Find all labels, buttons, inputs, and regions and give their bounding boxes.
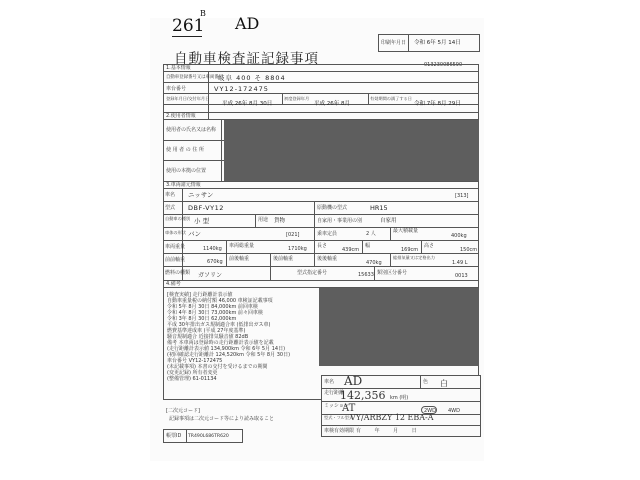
qr-note: 記録事項は二次元コード等により読み取ること bbox=[169, 416, 275, 422]
divider bbox=[163, 253, 479, 254]
divider bbox=[368, 93, 369, 104]
fr-axle-label: 前後軸重 bbox=[229, 256, 250, 262]
divider bbox=[255, 214, 256, 227]
section-1-title: 1.基本情報 bbox=[166, 65, 191, 71]
reg-number-label: 自動車登録番号又は車両番号 bbox=[166, 75, 224, 80]
divider bbox=[163, 266, 479, 267]
card-odometer-value: 142,356 bbox=[340, 389, 386, 402]
divider bbox=[226, 253, 227, 266]
divider bbox=[314, 253, 315, 266]
document-title: 自動車検査証記録事項 bbox=[174, 51, 319, 67]
load-label: 最大積載量 bbox=[393, 228, 419, 234]
divider bbox=[163, 201, 479, 202]
divider bbox=[221, 119, 222, 182]
section-4-title: 4.備考 bbox=[166, 281, 181, 287]
weight-value: 1140kg bbox=[203, 246, 222, 252]
purpose-value: 自家用 bbox=[380, 218, 397, 224]
user-address-label: 使 用 者 の 住 所 bbox=[166, 147, 204, 153]
section-3-title: 3.車両諸元情報 bbox=[166, 182, 201, 188]
category-label: 類別区分番号 bbox=[377, 270, 408, 276]
redacted-notes bbox=[319, 288, 479, 366]
divider bbox=[282, 93, 283, 104]
reg-date-value: 平成 26年 8月 30日 bbox=[222, 101, 273, 107]
model-label: 型式 bbox=[165, 205, 176, 211]
id-label: 帳票ID bbox=[166, 433, 182, 439]
ff-axle-value: 670kg bbox=[207, 259, 223, 265]
type-no-label: 型式指定番号 bbox=[297, 270, 328, 276]
height-label: 高さ bbox=[424, 243, 435, 249]
use-value: 貨物 bbox=[274, 218, 286, 224]
maker-value: ニッサン bbox=[188, 191, 214, 199]
rr-axle-value: 470kg bbox=[366, 260, 382, 266]
printed-date: 令和 6年 5月 14日 bbox=[414, 40, 461, 46]
drive-option-4wd[interactable]: 4WD bbox=[448, 408, 460, 414]
divider bbox=[362, 240, 363, 253]
body-label: 車体の形状 bbox=[165, 230, 186, 235]
card-odometer-label: 走行距離 bbox=[324, 390, 345, 396]
width-label: 幅 bbox=[365, 243, 371, 249]
drive-option-2wd[interactable]: 2WD bbox=[424, 408, 436, 414]
handwritten-number: 261 bbox=[172, 16, 205, 36]
engine-value: HR15 bbox=[370, 204, 388, 212]
divider bbox=[226, 240, 227, 253]
displacement-value: 1.49 L bbox=[452, 260, 468, 266]
reg-number-value: 岐阜 400 そ 8804 bbox=[218, 74, 286, 82]
divider bbox=[270, 253, 271, 266]
notes-line: 車台番号 VY12-172475 bbox=[167, 358, 223, 364]
divider bbox=[163, 214, 479, 215]
divider bbox=[163, 240, 479, 241]
divider bbox=[186, 429, 187, 443]
divider bbox=[321, 425, 481, 426]
ff-axle-label: 前前軸重 bbox=[165, 257, 186, 263]
height-value: 150cm bbox=[460, 247, 478, 253]
gross-label: 車両総重量 bbox=[229, 243, 255, 249]
user-base-label: 使用の本拠の位置 bbox=[166, 168, 207, 174]
notes-line: (走行距離計表示値 134,900km 令和 6年 5月 14日) bbox=[167, 346, 286, 352]
length-value: 439cm bbox=[342, 247, 360, 253]
chassis-label: 車台番号 bbox=[166, 86, 187, 92]
notes-line: 平成 30年排出ガス規制適合車 (低排出ガス車) bbox=[167, 322, 271, 328]
length-label: 長さ bbox=[317, 243, 328, 249]
user-name-label: 使用者の氏名又は名称 bbox=[166, 127, 217, 133]
doc-number: 013230086590 bbox=[424, 62, 463, 68]
notes-line: 令和 4年 8月 30日 73,000km 前々回車検 bbox=[167, 310, 263, 316]
notes-line: 備考 本車両は登録時の走行距離計表示値を記載 bbox=[167, 340, 274, 346]
chassis-value: VY12-172475 bbox=[214, 85, 269, 93]
purpose-label: 自家用・事業用の別 bbox=[317, 218, 363, 224]
divider bbox=[390, 227, 391, 240]
redacted-user-info bbox=[224, 120, 479, 182]
engine-label: 原動機の型式 bbox=[317, 205, 348, 211]
divider bbox=[163, 93, 479, 94]
divider bbox=[314, 214, 315, 227]
fuel-value: ガソリン bbox=[198, 272, 223, 279]
class-label: 自動車の種別 bbox=[165, 216, 191, 221]
divider bbox=[421, 240, 422, 253]
capacity-value: 2 人 bbox=[366, 231, 376, 237]
model-value: DBF-VY12 bbox=[188, 204, 224, 212]
printed-date-divider bbox=[408, 34, 409, 52]
fuel-label: 燃料の種類 bbox=[165, 270, 191, 276]
card-odometer-unit: km (明) bbox=[390, 395, 409, 401]
category-value: 0013 bbox=[455, 273, 468, 279]
notes-lines bbox=[167, 292, 317, 382]
notes-line: 騒音規制適合 近接排気騒音値 82dB bbox=[167, 334, 249, 340]
body-value: バン bbox=[188, 230, 201, 238]
notes-line: 令和 3年 8月 30日 62,000km bbox=[167, 316, 237, 322]
card-name-value: AD bbox=[344, 374, 363, 388]
card-transmission-value: AT bbox=[342, 403, 356, 414]
divider bbox=[314, 227, 315, 240]
expiry-label: 有効期間の満了する日 bbox=[370, 96, 412, 101]
card-color-label: 色 bbox=[423, 379, 429, 385]
divider bbox=[314, 240, 315, 253]
handwritten-underline bbox=[172, 36, 202, 37]
capacity-label: 乗車定員 bbox=[317, 231, 338, 237]
card-model-label: 型式・フル型式 bbox=[324, 415, 354, 420]
rr-axle-label: 後後軸重 bbox=[317, 256, 338, 262]
divider bbox=[163, 188, 479, 189]
card-inspection-label: 車検有効期限 bbox=[324, 428, 355, 434]
card-transmission-label: ミッション bbox=[324, 403, 349, 409]
qr-label: [二次元コード] bbox=[166, 408, 200, 414]
notes-line: [検査実績] 走行距離計表示値 bbox=[167, 292, 233, 298]
weight-label: 車両重量 bbox=[165, 244, 186, 250]
reg-date-label: 登録年月日/交付年月日 bbox=[166, 96, 210, 101]
gross-value: 1710kg bbox=[288, 246, 307, 252]
divider bbox=[163, 71, 479, 72]
notes-line: (初回確認走行距離計 124,520km 令和 5年 8月 30日) bbox=[167, 352, 291, 358]
divider bbox=[163, 227, 479, 228]
body-code: [021] bbox=[286, 232, 300, 238]
card-inspection-value: 有 年 月 日 bbox=[356, 428, 423, 434]
divider bbox=[270, 266, 271, 281]
load-value: 400kg bbox=[451, 233, 467, 239]
notes-line: (整備管理) 61-01134 bbox=[167, 376, 217, 382]
first-reg-value: 平成 26年 8月 bbox=[314, 101, 350, 107]
width-value: 169cm bbox=[401, 247, 419, 253]
class-value: 小 型 bbox=[194, 217, 210, 225]
type-no-value: 15633 bbox=[358, 272, 374, 278]
expiry-value: 令和 7年 8月 29日 bbox=[414, 101, 461, 107]
rf-axle-label: 後前軸重 bbox=[273, 256, 294, 262]
card-color-value: 白 bbox=[440, 379, 448, 388]
card-model-value: VY/ARBZY 12 EBA-A bbox=[350, 413, 434, 422]
use-label: 用途 bbox=[258, 217, 269, 223]
maker-code: [313] bbox=[455, 193, 469, 199]
displacement-label: 総排気量又は定格出力 bbox=[393, 255, 435, 260]
handwritten-mark: B bbox=[200, 9, 206, 18]
printed-date-label: 印刷年月日 bbox=[381, 40, 407, 46]
divider bbox=[390, 253, 391, 266]
handwritten-code: AD bbox=[235, 14, 260, 33]
first-reg-label: 初度登録年月 bbox=[284, 96, 310, 101]
notes-line: 自動車重量税の納付額 46,000 車検証記載事項 bbox=[167, 298, 273, 304]
notes-line: (未記載事項) 本書の交付を受けるまでの期間 bbox=[167, 364, 268, 370]
divider bbox=[420, 375, 421, 388]
divider bbox=[374, 266, 375, 281]
notes-line: 令和 5年 8月 30日 84,000km 前回車検 bbox=[167, 304, 258, 310]
card-name-label: 車名 bbox=[324, 379, 335, 385]
divider bbox=[314, 201, 315, 214]
notes-line: 燃費基準達成車 (平成 27年度基準) bbox=[167, 328, 246, 334]
maker-label: 車名 bbox=[165, 192, 176, 198]
id-value: TR490L686TR620 bbox=[188, 434, 229, 439]
divider bbox=[163, 82, 479, 83]
notes-line: (変更記録) 所有者変更 bbox=[167, 370, 218, 376]
section-2-title: 2.使用者情報 bbox=[166, 113, 196, 119]
